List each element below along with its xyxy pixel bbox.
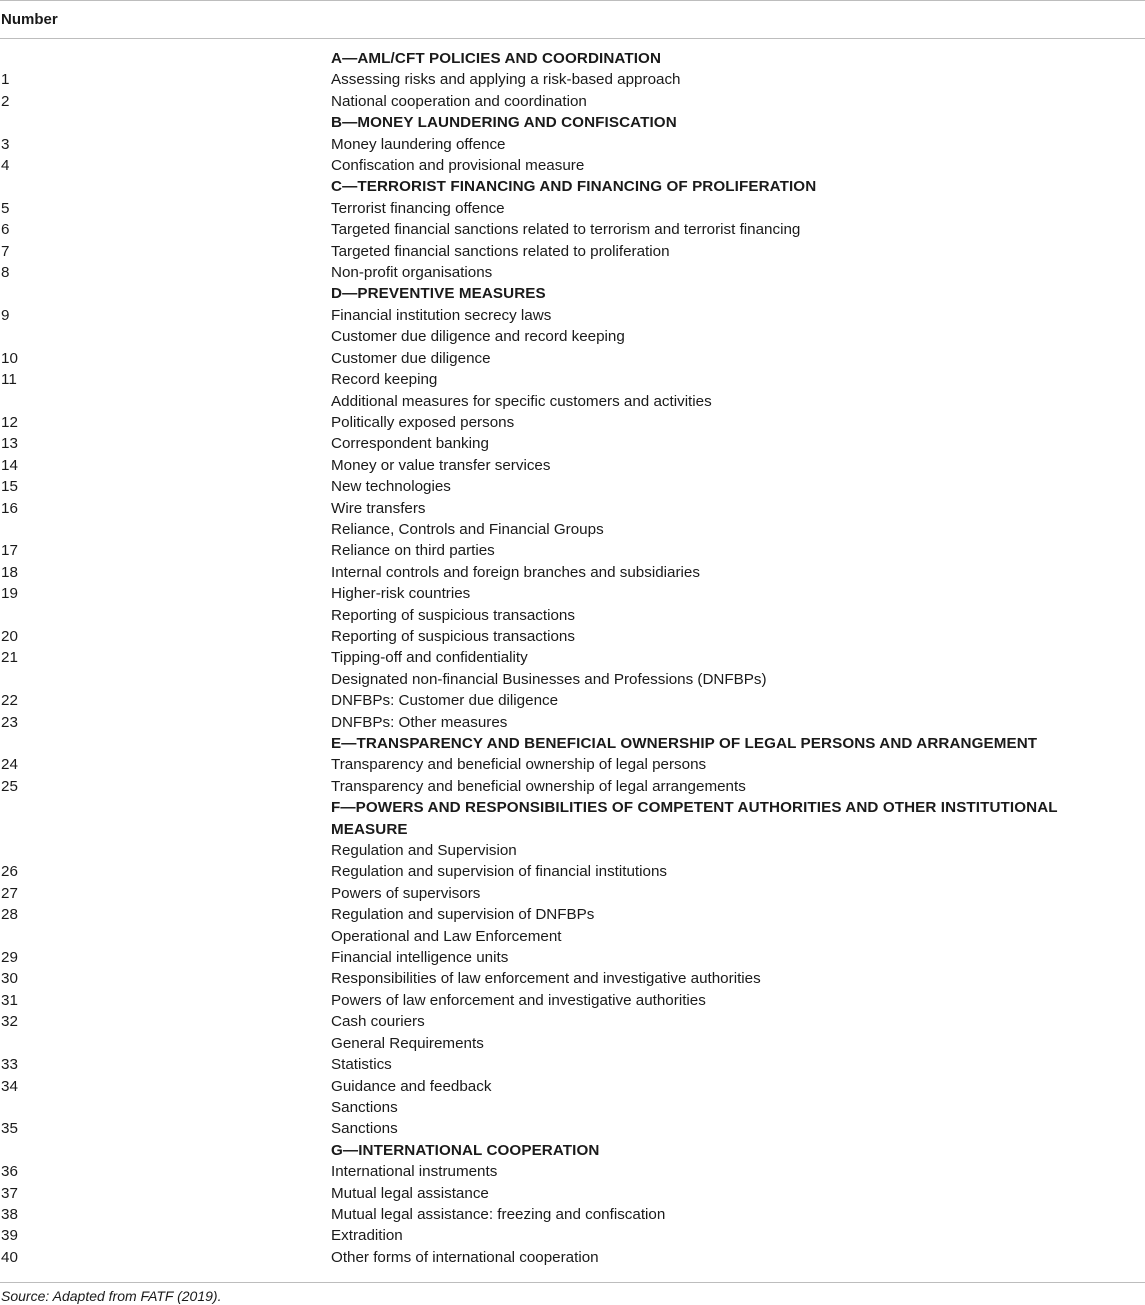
row-description: General Requirements xyxy=(331,1034,484,1052)
row-description: Customer due diligence and record keeping xyxy=(331,328,625,346)
row-number: 38 xyxy=(1,1205,18,1223)
header-number: Number xyxy=(1,11,58,28)
row-description: Terrorist financing offence xyxy=(331,199,505,217)
row-description: Operational and Law Enforcement xyxy=(331,927,562,945)
table-row xyxy=(0,391,1145,412)
table-row xyxy=(0,305,1145,326)
table-row xyxy=(0,1161,1145,1182)
row-number: 13 xyxy=(1,435,18,453)
row-description: Record keeping xyxy=(331,371,438,389)
table-row xyxy=(0,669,1145,690)
table-row xyxy=(0,155,1145,176)
section-title: B—MONEY LAUNDERING AND CONFISCATION xyxy=(331,114,677,132)
row-number xyxy=(0,669,331,690)
table-row xyxy=(0,262,1145,283)
row-description: Transparency and beneficial ownership of legal arrangements xyxy=(331,777,746,795)
row-number: 37 xyxy=(1,1184,18,1202)
table-row xyxy=(0,605,1145,626)
row-description: Regulation and supervision of DNFBPs xyxy=(331,906,595,924)
row-description: Regulation and Supervision xyxy=(331,842,517,860)
row-description: Reliance, Controls and Financial Groups xyxy=(331,520,604,538)
row-number: 32 xyxy=(1,1013,18,1031)
row-number xyxy=(0,733,331,754)
table-row xyxy=(0,990,1145,1011)
row-description: Sanctions xyxy=(331,1120,398,1138)
table-row xyxy=(0,369,1145,390)
row-number: 29 xyxy=(1,949,18,967)
row-description: Customer due diligence xyxy=(331,349,491,367)
table-row xyxy=(0,1118,1145,1139)
table-row xyxy=(0,840,1145,861)
table-row xyxy=(0,562,1145,583)
row-description: Non-profit organisations xyxy=(331,264,493,282)
row-description: Correspondent banking xyxy=(331,435,489,453)
table-row xyxy=(0,1033,1145,1054)
row-description: Financial institution secrecy laws xyxy=(331,306,552,324)
row-number xyxy=(0,605,331,626)
row-description: Extradition xyxy=(331,1227,403,1245)
row-description: Politically exposed persons xyxy=(331,413,515,431)
row-number xyxy=(0,326,331,347)
table-header-row xyxy=(0,0,1145,39)
table-row xyxy=(0,1076,1145,1097)
section-title: E—TRANSPARENCY AND BENEFICIAL OWNERSHIP OF LEGAL PERSONS AND ARRANGEMENT xyxy=(331,735,1038,752)
table-row xyxy=(0,326,1145,347)
table-body xyxy=(0,39,1145,1268)
row-number: 28 xyxy=(1,906,18,924)
row-number: 34 xyxy=(1,1077,18,1095)
table-row xyxy=(0,519,1145,540)
row-description: Internal controls and foreign branches and subsidiaries xyxy=(331,563,700,581)
section-title: D—PREVENTIVE MEASURES xyxy=(331,285,546,303)
row-description: Assessing risks and applying a risk-based approach xyxy=(331,71,681,89)
row-description: Wire transfers xyxy=(331,499,426,517)
row-number: 16 xyxy=(1,499,18,517)
section-heading-row xyxy=(0,283,1145,304)
row-number: 31 xyxy=(1,991,18,1009)
row-description: DNFBPs: Other measures xyxy=(331,713,508,731)
table-row xyxy=(0,348,1145,369)
row-description: Money laundering offence xyxy=(331,135,506,153)
table-row xyxy=(0,926,1145,947)
section-title: G—INTERNATIONAL COOPERATION xyxy=(331,1141,600,1159)
row-description: Guidance and feedback xyxy=(331,1077,492,1095)
table-row xyxy=(0,1225,1145,1246)
row-description: Money or value transfer services xyxy=(331,456,551,474)
row-description: Targeted financial sanctions related to proliferation xyxy=(331,242,670,260)
row-number: 23 xyxy=(1,713,18,731)
row-number: 12 xyxy=(1,413,18,431)
row-number: 40 xyxy=(1,1248,18,1266)
row-description: New technologies xyxy=(331,478,451,496)
row-number: 35 xyxy=(1,1120,18,1138)
row-number: 22 xyxy=(1,692,18,710)
table-row xyxy=(0,69,1145,90)
row-description: Statistics xyxy=(331,1056,392,1074)
row-description: Additional measures for specific customers and activities xyxy=(331,392,712,410)
row-number: 2 xyxy=(1,92,10,110)
row-number xyxy=(0,840,331,861)
row-number: 10 xyxy=(1,349,18,367)
table-row xyxy=(0,754,1145,775)
table-row xyxy=(0,583,1145,604)
row-number: 33 xyxy=(1,1056,18,1074)
row-description: Financial intelligence units xyxy=(331,949,509,967)
source-note: Source: Adapted from FATF (2019). xyxy=(1,1288,222,1304)
row-number: 7 xyxy=(1,242,10,260)
row-number: 25 xyxy=(1,777,18,795)
row-number xyxy=(0,391,331,412)
row-description: Responsibilities of law enforcement and investigative authorities xyxy=(331,970,761,988)
row-number: 20 xyxy=(1,627,18,645)
row-description: Other forms of international cooperation xyxy=(331,1248,599,1266)
row-description: Higher-risk countries xyxy=(331,585,471,603)
table-row xyxy=(0,241,1145,262)
row-number xyxy=(0,926,331,947)
table-row xyxy=(0,498,1145,519)
table-row xyxy=(0,968,1145,989)
row-description: Cash couriers xyxy=(331,1013,425,1031)
section-heading-row xyxy=(0,733,1145,754)
row-number: 39 xyxy=(1,1227,18,1245)
table-row xyxy=(0,455,1145,476)
section-title: F—POWERS AND RESPONSIBILITIES OF COMPETENT AUTHORITIES AND OTHER INSTITUTIONAL MEASURE xyxy=(331,799,1058,838)
section-title: A—AML/CFT POLICIES AND COORDINATION xyxy=(331,50,662,67)
row-description: International instruments xyxy=(331,1163,498,1181)
row-description: Mutual legal assistance: freezing and confiscation xyxy=(331,1205,666,1223)
table-row xyxy=(0,476,1145,497)
table-row xyxy=(0,861,1145,882)
row-number: 11 xyxy=(1,371,17,389)
row-description: Mutual legal assistance xyxy=(331,1184,489,1202)
table-row xyxy=(0,540,1145,561)
row-description: Targeted financial sanctions related to terrorism and terrorist financing xyxy=(331,221,801,239)
row-number: 17 xyxy=(1,542,18,560)
table-row xyxy=(0,904,1145,925)
row-number xyxy=(0,176,331,197)
row-number: 27 xyxy=(1,884,18,902)
section-heading-row xyxy=(0,1140,1145,1161)
row-description: Sanctions xyxy=(331,1098,398,1116)
table-row xyxy=(0,1247,1145,1268)
row-description: Reliance on third parties xyxy=(331,542,495,560)
section-heading-row xyxy=(0,48,1145,69)
table-row xyxy=(0,626,1145,647)
row-description: Powers of supervisors xyxy=(331,884,481,902)
table-row xyxy=(0,1054,1145,1075)
section-heading-row xyxy=(0,797,1145,840)
row-number: 24 xyxy=(1,756,18,774)
row-number xyxy=(0,797,331,840)
section-heading-row xyxy=(0,112,1145,133)
table-row xyxy=(0,776,1145,797)
row-number xyxy=(0,112,331,133)
row-description: DNFBPs: Customer due diligence xyxy=(331,692,559,710)
row-description: Transparency and beneficial ownership of legal persons xyxy=(331,756,707,774)
row-number: 19 xyxy=(1,585,18,603)
row-number: 21 xyxy=(1,649,18,667)
table-row xyxy=(0,134,1145,155)
table-row xyxy=(0,712,1145,733)
row-number: 18 xyxy=(1,563,18,581)
table-row xyxy=(0,690,1145,711)
row-description: Regulation and supervision of financial institutions xyxy=(331,863,668,881)
table-row xyxy=(0,219,1145,240)
row-number xyxy=(0,1140,331,1161)
section-title: C—TERRORIST FINANCING AND FINANCING OF PROLIFERATION xyxy=(331,178,817,196)
table-row xyxy=(0,433,1145,454)
row-number: 8 xyxy=(1,264,10,282)
table-row xyxy=(0,91,1145,112)
row-number: 3 xyxy=(1,135,10,153)
table-row xyxy=(0,1183,1145,1204)
row-number xyxy=(0,519,331,540)
section-heading-row xyxy=(0,176,1145,197)
row-description: Reporting of suspicious transactions xyxy=(331,606,575,624)
row-description: Designated non-financial Businesses and Professions (DNFBPs) xyxy=(331,670,767,688)
row-number: 6 xyxy=(1,221,10,239)
footer-divider xyxy=(0,1282,1145,1283)
row-number: 15 xyxy=(1,478,18,496)
table-row xyxy=(0,883,1145,904)
table-row xyxy=(0,1011,1145,1032)
row-number xyxy=(0,1033,331,1054)
row-number xyxy=(0,283,331,304)
row-number: 36 xyxy=(1,1163,18,1181)
table-row xyxy=(0,647,1145,668)
row-number: 5 xyxy=(1,199,10,217)
row-number xyxy=(0,1097,331,1118)
row-number: 9 xyxy=(1,306,10,324)
row-number xyxy=(0,48,331,69)
row-description: National cooperation and coordination xyxy=(331,92,587,110)
row-description: Powers of law enforcement and investigative authorities xyxy=(331,991,706,1009)
table-row xyxy=(0,1204,1145,1225)
row-description: Confiscation and provisional measure xyxy=(331,157,585,175)
row-number: 1 xyxy=(1,71,10,89)
row-number: 14 xyxy=(1,456,18,474)
row-number: 30 xyxy=(1,970,18,988)
row-number: 4 xyxy=(1,157,10,175)
table-row xyxy=(0,947,1145,968)
table-row xyxy=(0,412,1145,433)
row-description: Reporting of suspicious transactions xyxy=(331,627,575,645)
table-row xyxy=(0,1097,1145,1118)
row-description: Tipping-off and confidentiality xyxy=(331,649,528,667)
row-number: 26 xyxy=(1,863,18,881)
table-row xyxy=(0,198,1145,219)
